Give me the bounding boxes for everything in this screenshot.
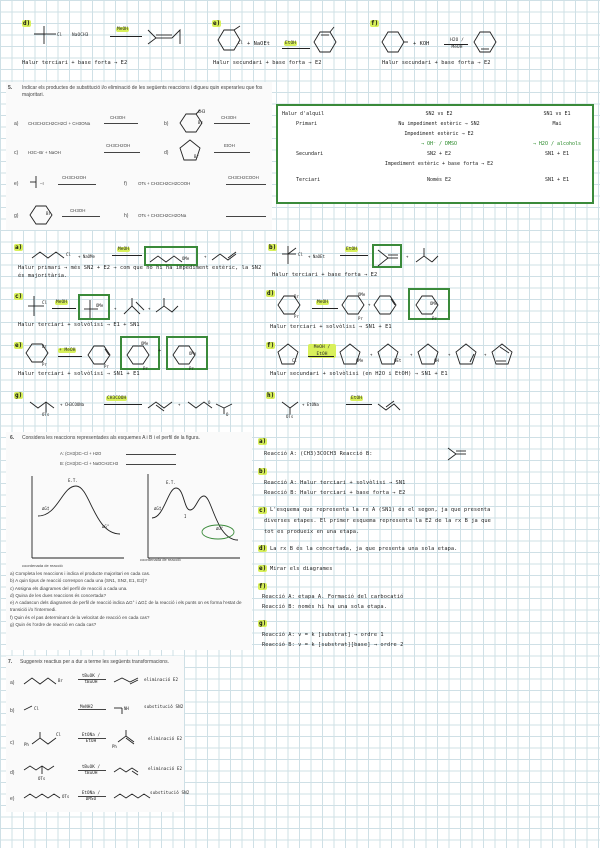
- ans6-a-product-b: [446, 446, 470, 464]
- ans5-b-product-2: [406, 248, 446, 266]
- ans5-h-arrow: [346, 404, 372, 405]
- svg-text:Br: Br: [294, 294, 299, 299]
- summary-table-row-sub: [282, 129, 588, 139]
- svg-text:Pr: Pr: [143, 366, 148, 371]
- q6-question: b) A quin tipus de reacció correspon cada una (SN1, SN2, E1, E2)?: [10, 578, 147, 584]
- top-f-label: f): [371, 20, 379, 27]
- ans5-e-cond: + MeOH: [59, 348, 76, 353]
- q5-text: Indicar els productes de substitució i/o eliminació de les següents reaccions i digueu quin esperaríeu que fos majoritari.: [22, 85, 263, 98]
- svg-text:ΔG‡: ΔG‡: [42, 506, 50, 511]
- q7-e-label: e): [10, 796, 15, 802]
- ans6-b-label: b): [259, 468, 267, 475]
- svg-text:Br: Br: [42, 344, 47, 349]
- q7-c-reactant: [22, 730, 72, 752]
- svg-text:Cl: Cl: [238, 40, 243, 45]
- ans6-g-line1: Reacció A: v = k [substrat] → ordre 1: [262, 632, 384, 638]
- q5-h-arrow: [226, 216, 266, 217]
- q7-e-reagent: EtONa / DMSO: [81, 790, 101, 801]
- top-d-cond: MeOH: [117, 27, 128, 32]
- ans5-d-label: d): [267, 290, 275, 297]
- summary-table-row: [282, 169, 588, 185]
- q5-a-label: a): [14, 121, 19, 127]
- ans5-c-reactant: [26, 294, 56, 320]
- q5-g-label: g): [14, 213, 19, 219]
- q7-a-reagent: tBuOK / tBuOH: [81, 673, 101, 684]
- ans5-a-arrow: [112, 255, 142, 256]
- summary-table-row: [282, 119, 588, 129]
- top-f-note: Halur secundari + base forta → E2: [382, 60, 491, 66]
- ans6-c-label: c): [259, 507, 267, 514]
- svg-text:Cl: Cl: [56, 732, 61, 737]
- row-type: Primari: [296, 121, 318, 127]
- top-e-arrow: [282, 48, 310, 49]
- ans5-c-arrow: [52, 308, 76, 309]
- q5-d-label: d): [164, 150, 169, 156]
- q6-energy-profiles: [28, 470, 248, 562]
- col-header-halur: Halur d'alquil: [282, 111, 325, 117]
- svg-text:+: +: [484, 352, 487, 357]
- ans5-g-reactant: [28, 394, 88, 416]
- top-e-product-structure: [312, 30, 342, 56]
- plus-sign: +: [158, 348, 162, 354]
- ans6-e-label: e): [259, 565, 267, 572]
- ans5-d-cond: MeOH: [317, 300, 328, 305]
- svg-text:Cl: Cl: [66, 252, 71, 257]
- svg-text:OEt: OEt: [394, 358, 402, 363]
- q6-graph-xlabel-right: coordenada de reacció: [140, 557, 181, 562]
- svg-text:I: I: [184, 514, 187, 519]
- ans5-a-cond: MeOH: [118, 247, 129, 252]
- svg-text:OTs: OTs: [286, 414, 294, 419]
- q7-c-label: c): [10, 740, 15, 746]
- q6-scheme-b: B: (CH3)3C–Cl + NaOCH2CH3: [60, 461, 119, 466]
- q5-b-arrow: [214, 123, 250, 124]
- svg-text:+: +: [368, 302, 371, 307]
- q5-d-cond: EtOH: [224, 143, 235, 148]
- ans5-e-major-box-2: [166, 336, 208, 370]
- ans5-a-major-box: [144, 246, 198, 266]
- svg-text:Pr: Pr: [432, 316, 437, 321]
- q5-g-structure: [28, 202, 56, 226]
- svg-text:+ CH3COONa: + CH3COONa: [60, 402, 85, 407]
- q7-d-note: eliminació E2: [148, 766, 183, 771]
- ans6-f-line1: Reacció A: etapa A. Formació del carbocatió: [262, 594, 404, 600]
- q7-a-label: a): [10, 680, 15, 686]
- ans5-g-arrow: [104, 404, 142, 405]
- ans5-b-reactant: [280, 244, 336, 268]
- ans5-b-note: Halur terciari + base forta → E2: [272, 272, 378, 278]
- ans6-a-label: a): [259, 438, 267, 445]
- svg-text:+: +: [178, 402, 181, 407]
- col-header-sn2e2: SN2 vs E2: [425, 111, 453, 117]
- svg-text:+: +: [370, 352, 373, 357]
- q5-f-reactants: OTs + CH3CH2CH2COOH: [138, 181, 191, 186]
- ans5-c-note: Halur terciari + solvòlisi → E1 + SN1: [18, 322, 140, 328]
- svg-text:Cl: Cl: [292, 358, 297, 363]
- q6-question: e) A cadascun dels diagrames de perfil de reacció indica ΔG° i ΔG‡ de la reacció i els punts on es forma l'estat de transició i/o l'intermedi.: [10, 600, 242, 613]
- svg-text:O: O: [226, 412, 229, 417]
- q5-e-arrow: [58, 184, 96, 185]
- top-e-reactant-structure: [216, 28, 246, 56]
- q7-a-reactant: [22, 674, 72, 688]
- svg-text:Br: Br: [46, 211, 51, 216]
- q7-e-product: [112, 790, 152, 804]
- summary-table-box: [276, 104, 594, 204]
- ans5-b-cond: EtOH: [346, 247, 357, 252]
- ans5-f-arrow: [308, 356, 334, 357]
- svg-text:ΔG°: ΔG°: [102, 524, 110, 529]
- q5-h-reactants: OTs + CH3CH2CH2ONa: [138, 213, 187, 218]
- ans5-e-product-alkene: [86, 342, 116, 368]
- q7-c-note: eliminació E2: [148, 736, 183, 741]
- ans6-c-line3: tot es produeix en una etapa.: [264, 529, 360, 535]
- svg-text:Br: Br: [58, 678, 63, 683]
- svg-text:Pr: Pr: [104, 364, 109, 369]
- svg-text:OTs: OTs: [62, 794, 70, 799]
- ans5-h-reactant: [280, 394, 340, 418]
- svg-text:OMe: OMe: [430, 301, 438, 306]
- q7-e-arrow: [78, 796, 106, 797]
- svg-text:Ph: Ph: [24, 742, 29, 747]
- top-f-product-structure: [472, 30, 502, 56]
- svg-text:Cl: Cl: [298, 252, 303, 257]
- q7-d-label: d): [10, 770, 15, 776]
- svg-text:OTs: OTs: [42, 412, 50, 417]
- q5-b-cond: CH3OH: [221, 115, 237, 120]
- svg-text:ΔG‡: ΔG‡: [154, 506, 162, 511]
- ans5-f-products: [338, 340, 528, 370]
- q7-a-arrow: [78, 679, 106, 680]
- q6-text: Considera les reaccions representades als esquemes A i B i el perfil de la figura.: [22, 435, 200, 441]
- svg-text:OMe: OMe: [96, 303, 104, 308]
- ans5-c-products-elim: [114, 298, 184, 320]
- q5-h-label: h): [124, 213, 129, 219]
- ans5-e-label: e): [15, 342, 23, 349]
- row-sn1e1: SN1 + E1: [544, 151, 570, 157]
- ans6-b-line1: Reacció A: Halur terciari + solvòlisi → SN1: [264, 480, 406, 486]
- q5-f-cond: CH3CH2COOH: [228, 175, 259, 180]
- q7-a-note: eliminació E2: [144, 677, 179, 682]
- top-d-product-structure: [146, 26, 190, 46]
- summary-table-row-extra: [282, 139, 588, 149]
- ans5-c-cond: MeOH: [56, 300, 67, 305]
- top-d-arrow: [110, 36, 142, 37]
- q7-d-arrow: [78, 770, 106, 771]
- q5-d-arrow: [214, 152, 250, 153]
- summary-table: [282, 109, 588, 185]
- summary-table-row: [282, 149, 588, 159]
- q7-e-note: substitució SN2: [150, 790, 190, 795]
- ans5-c-label: c): [15, 293, 23, 300]
- ans5-g-label: g): [15, 392, 23, 399]
- svg-text:OMe: OMe: [189, 351, 197, 356]
- svg-text:+: +: [114, 306, 117, 311]
- q7-b-reactant: [22, 702, 72, 716]
- svg-text:OMe: OMe: [182, 256, 190, 261]
- svg-text:OH: OH: [434, 358, 439, 363]
- svg-text:+: +: [148, 306, 151, 311]
- top-e-note: Halur secundari + base forta → E2: [213, 60, 322, 66]
- q7-b-product: [112, 700, 142, 716]
- q6-scheme-a: A: (CH3)3C–Cl + H2O: [60, 451, 102, 456]
- ans5-g-cond: CH3COOH: [107, 396, 127, 401]
- ans5-f-label: f): [267, 342, 275, 349]
- svg-text:ΔG°: ΔG°: [216, 526, 224, 531]
- q6-number: 6.: [10, 435, 15, 441]
- q5-f-arrow: [226, 184, 266, 185]
- ans5-a-product-alkene: [204, 248, 244, 264]
- q5-a-reactants: CH3CH2CH2CH2Cl + CH3ONa: [28, 121, 91, 126]
- q5-e-structure: [28, 174, 48, 190]
- ans6-c-line2: diverses etapes. El primer esquema representa la E2 de la rx B ja que: [264, 518, 491, 524]
- top-f-arrow: [444, 44, 468, 45]
- q6-scheme-a-arrow: [126, 454, 176, 455]
- ans5-a-note: Halur primari → més SN2 + E2 → com que no hi ha impediment estèric, la SN2 és majoritària.: [18, 265, 262, 279]
- q7-text: Suggereix reactius per a dur a terme les següents transformacions.: [20, 659, 169, 665]
- ans5-c-major-box: [78, 294, 110, 320]
- q6-questions: [10, 570, 250, 628]
- q7-e-reactant: [22, 790, 78, 804]
- ans5-b-label: b): [269, 244, 277, 251]
- svg-text:E.T.: E.T.: [166, 480, 176, 485]
- q5-e-label: e): [14, 181, 19, 187]
- ans5-d-major-box: [408, 288, 450, 320]
- q7-b-reagent: MeNH2: [80, 704, 94, 709]
- q7-b-note: substitució SN2: [144, 704, 184, 709]
- svg-text:OMe: OMe: [358, 292, 366, 297]
- q7-number: 7.: [8, 659, 13, 665]
- svg-text:+ EtONa: + EtONa: [302, 402, 319, 407]
- q5-number: 5.: [8, 85, 13, 91]
- q5-c-cond: CH3CH2OH: [106, 143, 131, 148]
- summary-table-header: [282, 109, 588, 119]
- q5-e-reactants: –I: [40, 181, 44, 186]
- ans6-f-label: f): [259, 583, 267, 590]
- top-d-reagent: NaOCH3: [72, 33, 89, 38]
- ans6-a-text: Reacció A: (CH3)3COCH3 Reacció B:: [264, 451, 373, 457]
- svg-text:Ph: Ph: [112, 744, 117, 749]
- q6-graph-xlabel-left: coordenada de reacció: [22, 563, 63, 568]
- top-d-label: d): [23, 20, 31, 27]
- q7-c-arrow: [78, 738, 106, 739]
- summary-table-row-sub: [282, 159, 588, 169]
- ans6-d-text: La rx B és la concertada, ja que presenta una sola etapa.: [270, 546, 458, 552]
- q7-a-product: [112, 674, 142, 686]
- svg-text:Pr: Pr: [294, 314, 299, 319]
- q6-question: g) Quin és l'ordre de reacció en cada cas?: [10, 622, 97, 628]
- svg-text:+ NaOMe: + NaOMe: [78, 254, 95, 259]
- ans5-b-major-box: [372, 244, 402, 268]
- top-d-note: Halur terciari + base forta → E2: [22, 60, 128, 66]
- q5-a-arrow: [104, 123, 138, 124]
- ans5-h-product: [376, 396, 406, 414]
- q5-e-cond: CH3CH2OH: [62, 175, 87, 180]
- top-e-cond: EtOH: [285, 41, 296, 46]
- svg-text:+: +: [406, 254, 409, 259]
- svg-text:OMe: OMe: [141, 341, 149, 346]
- ans6-g-label: g): [259, 620, 267, 627]
- ans5-h-cond: EtOH: [351, 396, 362, 401]
- top-f-cond: H2O / MeOH: [450, 38, 464, 50]
- q5-b-label: b): [164, 121, 169, 127]
- row-sn2e2: SN2 + E2: [426, 151, 452, 157]
- svg-text:Pr: Pr: [42, 362, 47, 367]
- row-sn2e2: Només E2: [426, 177, 452, 183]
- svg-text:Cl: Cl: [57, 32, 62, 37]
- q5-f-label: f): [124, 181, 128, 187]
- q7-b-label: b): [10, 708, 15, 714]
- q5-c-arrow: [104, 152, 140, 153]
- q6-question: a) Completa les reaccions i indica el producte majoritari en cada cas.: [10, 571, 151, 576]
- row-sn2e2-sub: Impediment estèric + base forta → E2: [384, 161, 494, 167]
- row-sn1e1: SN1 + E1: [544, 177, 570, 183]
- row-sn2e2: Nu impediment estèric → SN2: [398, 121, 480, 127]
- q7-d-product: [112, 764, 146, 778]
- svg-text:Cl: Cl: [42, 300, 47, 305]
- q5-g-arrow: [62, 216, 100, 217]
- q7-c-product: [112, 728, 146, 752]
- svg-text:+: +: [410, 352, 413, 357]
- ans5-b-arrow: [340, 255, 368, 256]
- svg-text:OTs: OTs: [38, 776, 46, 781]
- ans5-e-reactant: [24, 340, 54, 368]
- row-type: Secundari: [296, 151, 324, 157]
- q7-b-arrow: [78, 709, 106, 710]
- svg-text:Cl: Cl: [34, 706, 39, 711]
- row-secundari-extra1: → OH⁻ / DMSO: [420, 141, 458, 147]
- top-e-label: e): [213, 20, 221, 27]
- q6-scheme-b-arrow: [126, 464, 176, 465]
- q5-g-cond: CH3OH: [70, 208, 86, 213]
- col-header-sn1e1: SN1 vs E1: [543, 111, 571, 117]
- q5-c-label: c): [14, 150, 19, 156]
- ans6-d-label: d): [259, 545, 267, 552]
- row-sn2e2-sub: Impediment estèric → E2: [404, 131, 474, 137]
- svg-text:+: +: [204, 254, 207, 259]
- q5-c-reactants: H3C–Br + NaOH: [28, 150, 61, 155]
- top-e-reagent: + NaOEt: [247, 41, 271, 47]
- q6-ts-left: E.T.: [68, 478, 78, 483]
- ans6-f-line2: Reacció B: només hi ha una sola etapa.: [262, 604, 387, 610]
- ans5-d-note: Halur terciari + solvòlisi → SN1 + E1: [270, 324, 392, 330]
- ans6-g-line2: Reacció B: v = k [substrat][base] → ordre 2: [262, 642, 404, 648]
- ans5-g-products: [146, 394, 266, 416]
- ans5-f-note: Halur secundari + solvòlisi (en H2O i EtOH) → SN1 + E1: [270, 371, 448, 377]
- svg-text:O: O: [208, 400, 211, 405]
- svg-text:NH: NH: [124, 706, 129, 711]
- row-secundari-extra2: → H2O / alcohols: [532, 141, 582, 147]
- ans5-d-products: [340, 292, 410, 322]
- row-sn1e1: Mai: [552, 121, 562, 127]
- q7-d-reactant: [22, 762, 72, 782]
- ans5-a-label: a): [15, 244, 23, 251]
- q7-d-reagent: tBuOK / tBuOH: [81, 764, 101, 775]
- q6-question: d) Quina de les dues reaccions és concertada?: [10, 592, 107, 598]
- ans6-c-line1: L'esquema que representa la rx A (SN1) és el segon, ja que presenta: [270, 507, 491, 513]
- ans5-h-label: h): [267, 392, 275, 399]
- ans5-f-reactant: [276, 342, 306, 368]
- ans5-d-reactant: [276, 292, 306, 320]
- svg-text:CH3: CH3: [198, 109, 206, 114]
- q6-question: f) Quin és el pas determinant de la velocitat de reacció en cada cas?: [10, 614, 150, 620]
- svg-text:Br: Br: [194, 154, 199, 159]
- ans6-b-line2: Reacció B: Halur terciari + base forta → E2: [264, 490, 406, 496]
- top-f-reagent: + KOH: [413, 41, 430, 47]
- ans5-e-major-box-1: [120, 336, 160, 370]
- row-type: Terciari: [296, 177, 321, 183]
- ans5-e-arrow: [58, 356, 82, 357]
- q7-c-reagent: EtONa / EtOH: [81, 732, 101, 743]
- ans5-e-note: Halur terciari + solvòlisi → SN1 + E1: [18, 371, 140, 377]
- q6-question: c) Assigna els diagrames del perfil de reacció a cada una.: [10, 585, 128, 591]
- svg-text:+: +: [448, 352, 451, 357]
- q5-d-structure: [178, 138, 204, 162]
- q5-b-structure: [178, 110, 208, 136]
- ans6-e-text: Mirar els diagrames: [270, 566, 333, 572]
- svg-text:+ NaOEt: + NaOEt: [308, 254, 325, 259]
- svg-text:Br: Br: [198, 120, 203, 125]
- svg-text:Pr: Pr: [189, 366, 194, 371]
- q5-a-cond: CH3OH: [110, 115, 126, 120]
- ans5-f-cond: MeOH / EtOH: [308, 344, 336, 358]
- ans5-d-arrow: [312, 308, 338, 309]
- top-f-reactant-structure: [380, 30, 410, 56]
- svg-text:Pr: Pr: [358, 316, 363, 321]
- ans5-a-reactant: [30, 244, 110, 266]
- svg-text:OMe: OMe: [356, 358, 364, 363]
